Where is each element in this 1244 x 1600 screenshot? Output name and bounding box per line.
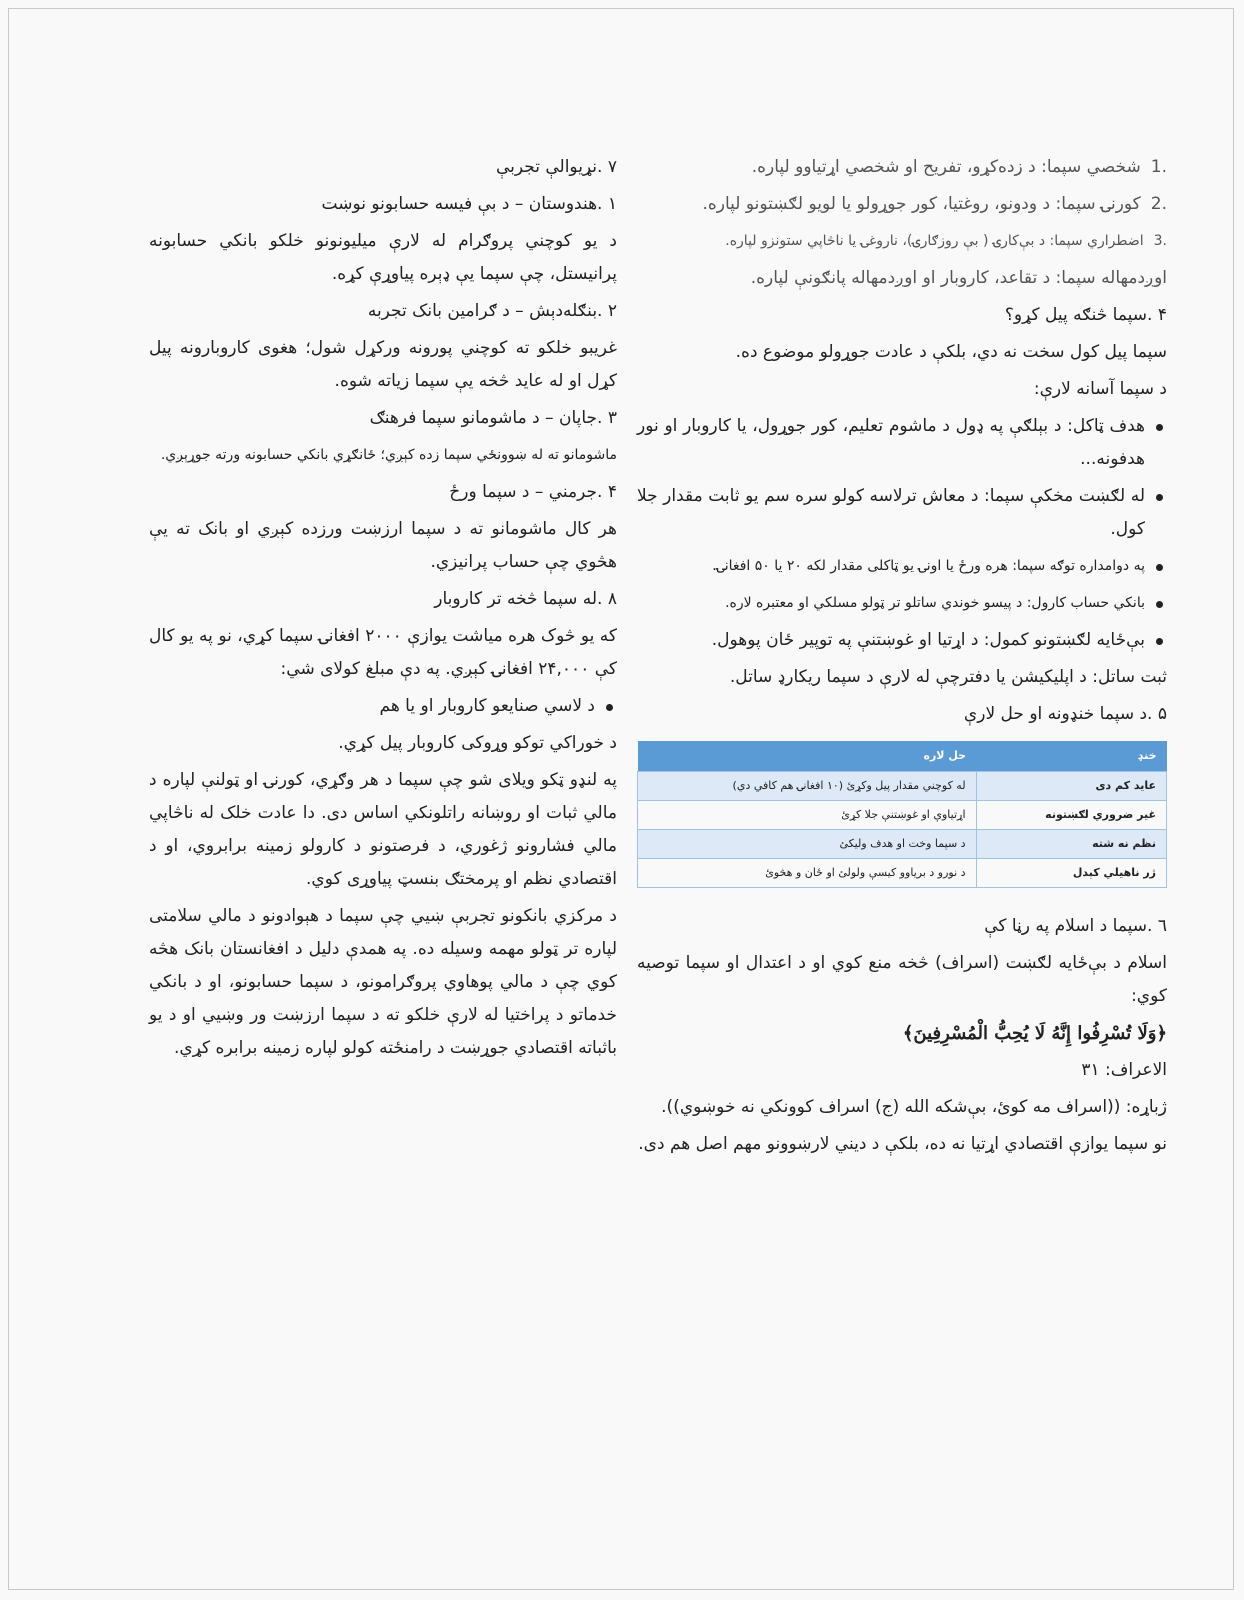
document-page <box>8 8 1234 1590</box>
paragraph: په لنډو ټکو ویلای شو چې سپما د هر وګړي، کورنۍ او ټولنې لپاره د مالي ثبات او روښانه راتلونکي اساس دی. دا عادت خلک له ناڅاپي مالي فشارونو ژغوري، د فرصتونو د کارولو زمینه برابروي، او د اقتصادي نظم او پرمختګ بنسټ پیاوړی کوي. <box>149 770 617 889</box>
paragraph: د خوراکي توکو وړوکی کاروبار پیل کړي. <box>338 733 617 753</box>
table-header: حل لاره <box>638 741 977 772</box>
bullet-text: هدف ټاکل: د بېلګې په ډول د ماشوم تعلیم، کور جوړول، یا کاروبار او نور هدفونه... <box>637 416 1145 469</box>
table-cell: غیر ضروري لګښتونه <box>976 801 1166 830</box>
section-heading: ۵ .د سپما خنډونه او حل لارې <box>963 704 1167 724</box>
table-cell: عاید کم دی <box>976 772 1166 801</box>
right-column <box>637 151 1167 1165</box>
table-cell: اړتیاوې او غوښتنې جلا کړئ <box>638 801 977 830</box>
translation: ژباړه: ((اسراف مه کوئ، بې‌شکه الله (ج) اسراف کوونکي نه خوښوي)). <box>661 1097 1167 1117</box>
table-cell: نظم نه شته <box>976 830 1166 859</box>
paragraph: ثبت ساتل: د اپلیکیشن یا دفترچې له لارې د سپما ریکارډ ساتل. <box>729 667 1167 687</box>
bullet-item <box>637 480 1167 546</box>
list-item <box>637 151 1167 184</box>
bullet-text: د لاسي صنایعو کاروبار او یا هم <box>379 696 595 716</box>
list-text: شخصي سپما: د زده‌کړو، تفریح او شخصي اړتیاوو لپاره. <box>751 157 1141 177</box>
table-cell: د سپما وخت او هدف ولیکئ <box>638 830 977 859</box>
bullet-icon <box>1156 424 1163 431</box>
paragraph: نو سپما یوازې اقتصادي اړتیا نه ده، بلکې د دیني لارښوونو مهم اصل هم دی. <box>638 1134 1167 1154</box>
bullet-icon <box>1156 638 1163 645</box>
paragraph: د مرکزي بانکونو تجربې ښیي چې سپما د هېوادونو د مالي سلامتی لپاره تر ټولو مهمه وسیله ده. په همدې دلیل د افغانستان بانک هڅه کوي چې د مالي پوهاوي پروګرامونو، د سپما حسابونو، او د بانکي خدماتو د پراختیا له لارې خلکو ته د سپما ارزښت ور وښيي او د یو باثباته اقتصادي جوړښت د رامنځته کولو لپاره زمینه برابره کړي. <box>149 906 617 1058</box>
paragraph: اوږدمهاله سپما: د تقاعد، کاروبار او اوږدمهاله پانګونې لپاره. <box>750 268 1167 288</box>
bullet-item <box>149 690 617 723</box>
bullet-icon <box>1156 494 1163 501</box>
table-row <box>638 859 1167 888</box>
paragraph: که یو څوک هره میاشت یوازې ۲۰۰۰ افغانۍ سپما کړي، نو په یو کال کې ۲۴,۰۰۰ افغانۍ کېږي. په دې مبلغ کولای شي: <box>149 626 617 679</box>
bullet-icon <box>606 704 613 711</box>
list-item <box>637 225 1167 258</box>
bullet-item <box>637 410 1167 476</box>
table-row <box>638 830 1167 859</box>
subsection-title: ۳ .جاپان – د ماشومانو سپما فرهنګ <box>369 408 617 428</box>
quran-verse: ﴿وَلَا تُسْرِفُوا إِنَّهُ لَا يُحِبُّ الْمُسْرِفِينَ﴾ <box>902 1023 1167 1044</box>
list-number: .3 <box>1153 233 1167 249</box>
paragraph: سپما پیل کول سخت نه دي، بلکې د عادت جوړولو موضوع ده. <box>735 342 1167 362</box>
bullet-icon <box>1156 601 1163 608</box>
list-text: کورنۍ سپما: د ودونو، روغتیا، کور جوړولو یا لویو لګښتونو لپاره. <box>702 194 1141 214</box>
table-cell: ژر ناهیلي کېدل <box>976 859 1166 888</box>
bullet-text: بې‌ځایه لګښتونو کمول: د اړتیا او غوښتنې په توپیر ځان پوهول. <box>711 630 1145 650</box>
bullet-text: په دوامداره توګه سپما: هره ورځ یا اونۍ یو ټاکلی مقدار لکه ۲۰ یا ۵۰ افغانۍ. <box>712 558 1145 574</box>
section-heading: ۷ .نړیوالې تجربې <box>495 157 617 177</box>
list-item <box>637 188 1167 221</box>
subsection-title: ۱ .هندوستان – د بې فیسه حسابونو نوښت <box>321 194 617 214</box>
list-number: .1 <box>1150 157 1167 177</box>
list-text: اضطراري سپما: د بې‌کارۍ ( بې روزګارۍ)، ناروغۍ یا ناڅاپي ستونزو لپاره. <box>725 233 1144 249</box>
list-number: .2 <box>1150 194 1167 214</box>
bullet-item <box>637 550 1167 583</box>
subsection-title: ۲ .بنګله‌دېش – د ګرامین بانک تجربه <box>367 301 617 321</box>
bullet-text: بانکي حساب کارول: د پیسو خوندي ساتلو تر ټولو مسلکي او معتبره لاره. <box>725 595 1145 611</box>
paragraph: اسلام د بې‌ځایه لګښت (اسراف) څخه منع کوي او د اعتدال او سپما توصیه کوي: <box>637 953 1167 1006</box>
table-header: خنډ <box>976 741 1166 772</box>
section-heading: ۸ .له سپما څخه تر کاروبار <box>434 589 617 609</box>
bullet-item <box>637 624 1167 657</box>
table-cell: له کوچني مقدار پیل وکړئ (۱۰ افغانۍ هم کافي دي) <box>638 772 977 801</box>
table-row <box>638 801 1167 830</box>
table-row <box>638 772 1167 801</box>
paragraph: د سپما آسانه لارې: <box>1033 379 1167 399</box>
paragraph: غریبو خلکو ته کوچني پورونه ورکړل شول؛ هغوی کاروبارونه پیل کړل او له عاید څخه یې سپما زیاته شوه. <box>149 338 617 391</box>
verse-reference: الاعراف: ۳۱ <box>1081 1060 1167 1080</box>
bullet-item <box>637 587 1167 620</box>
obstacles-table <box>637 741 1167 888</box>
section-heading: ۴ .سپما څنګه پیل کړو؟ <box>1004 305 1167 325</box>
bullet-text: له لګښت مخکې سپما: د معاش ترلاسه کولو سره سم یو ثابت مقدار جلا کول. <box>637 486 1145 539</box>
paragraph: د یو کوچني پروګرام له لارې میلیونونو خلکو بانکي حسابونه پرانیستل، چې سپما یې ډېره پیاوړې کړه. <box>149 231 617 284</box>
table-cell: د نورو د بریاوو کیسې ولولئ او ځان و هڅوئ <box>638 859 977 888</box>
table-header-row <box>638 741 1167 772</box>
paragraph: ماشومانو ته له ښوونځي سپما زده کېږي؛ ځانګړي بانکي حسابونه ورته جوړېږي. <box>160 447 617 463</box>
section-heading: ٦ .سپما د اسلام په رڼا کې <box>984 916 1167 936</box>
subsection-title: ۴ .جرمني – د سپما ورځ <box>449 482 617 502</box>
left-column <box>149 151 617 1069</box>
paragraph: هر کال ماشومانو ته د سپما ارزښت ورزده کېږي او بانک ته یې هڅوي چې حساب پرانیزي. <box>149 519 617 572</box>
bullet-icon <box>1156 564 1163 571</box>
